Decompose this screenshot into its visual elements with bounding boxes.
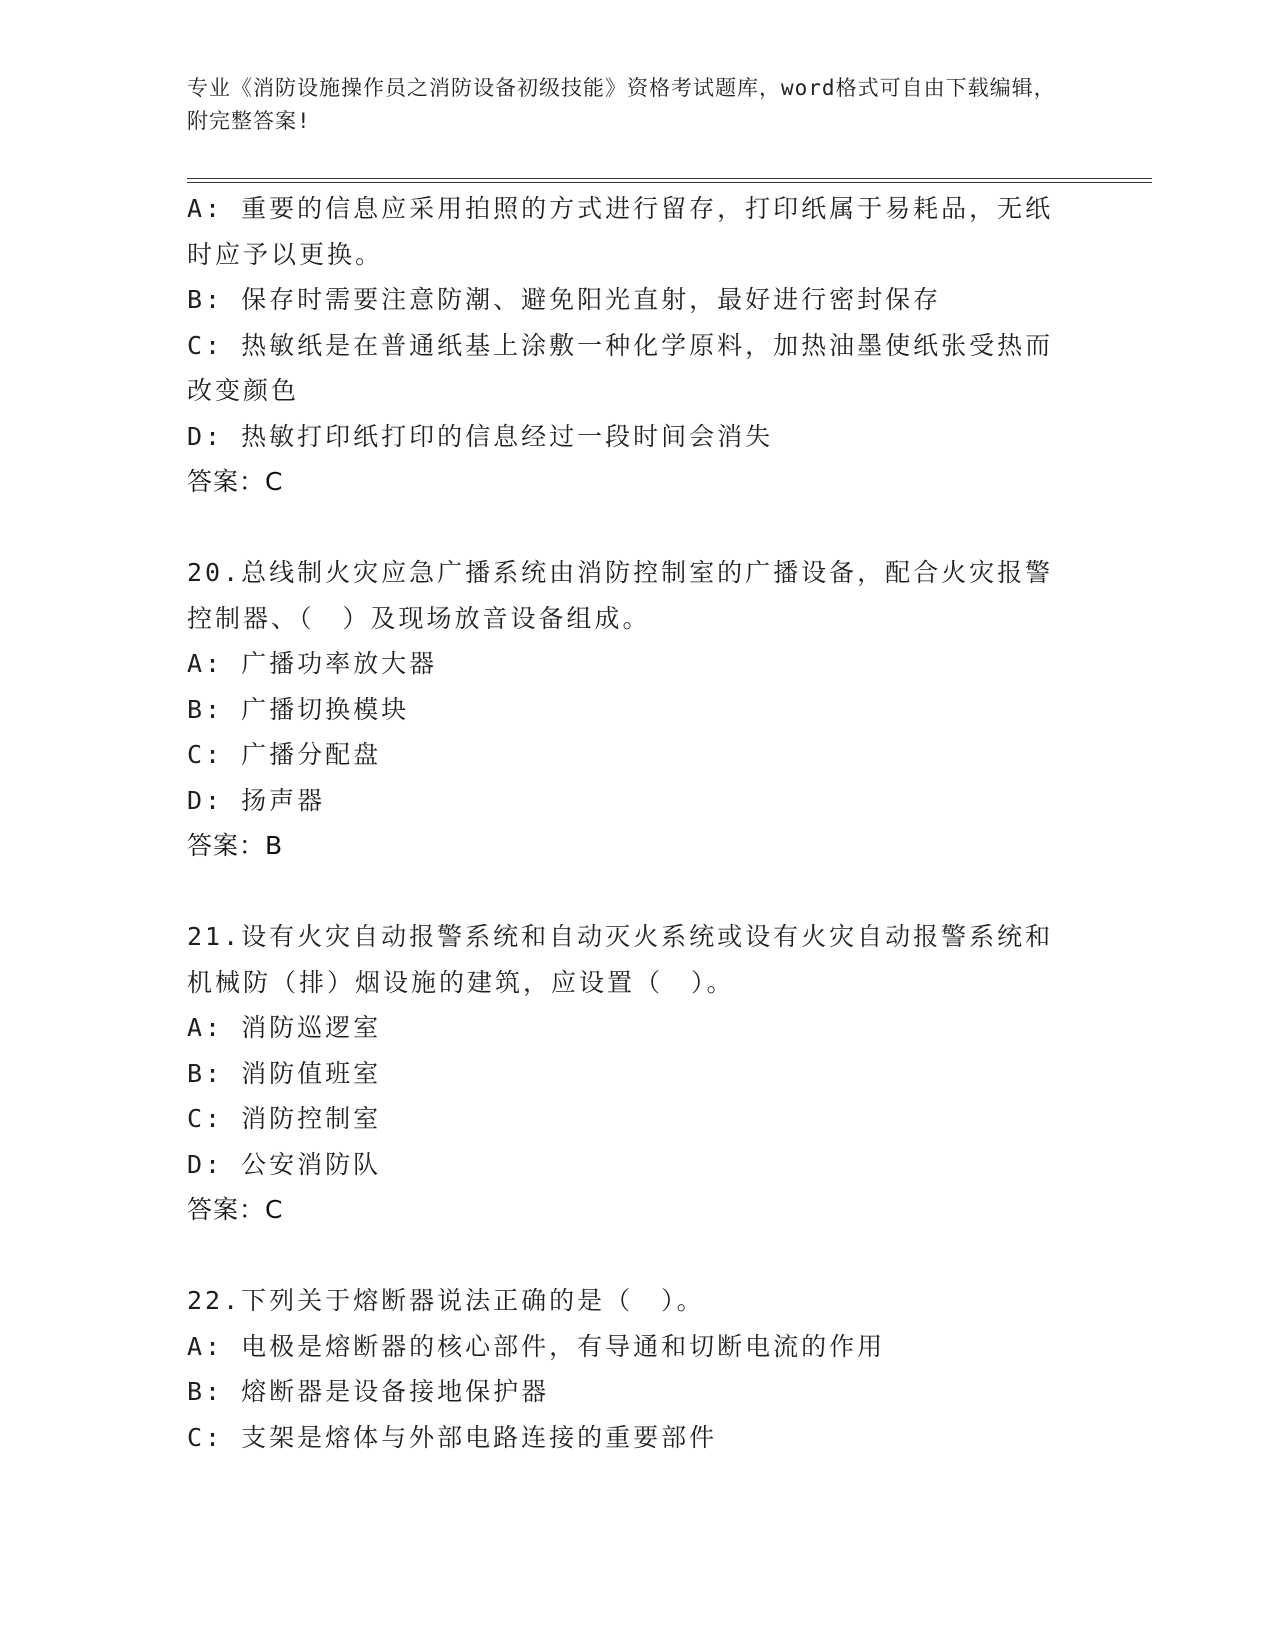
- question-block-22: [187, 1278, 1077, 1460]
- option-b: B: 熔断器是设备接地保护器: [187, 1377, 550, 1406]
- option-a: A: 广播功率放大器: [187, 649, 438, 678]
- spacer: [187, 505, 1077, 551]
- answer-line: 答案：C: [187, 467, 284, 496]
- question-block-20: [187, 550, 1077, 869]
- option-b: B: 保存时需要注意防潮、避免阳光直射，最好进行密封保存: [187, 285, 942, 314]
- question-text: 21.设有火灾自动报警系统和自动灭火系统或设有火灾自动报警系统和机械防（排）烟设施的建筑，应设置（ ）。: [187, 922, 1054, 997]
- question-content: [187, 186, 1077, 1460]
- option-c: C: 支架是熔体与外部电路连接的重要部件: [187, 1422, 718, 1452]
- option-c: C: 广播分配盘: [187, 740, 382, 769]
- spacer: [187, 869, 1077, 915]
- question-block-19: [187, 186, 1077, 505]
- option-a: A: 电极是熔断器的核心部件，有导通和切断电流的作用: [187, 1331, 886, 1361]
- header-rule-top: [187, 178, 1152, 179]
- option-c: C: 热敏纸是在普通纸基上涂敷一种化学原料，加热油墨使纸张受热而改变颜色: [187, 330, 1054, 405]
- spacer: [187, 1233, 1077, 1279]
- question-text: 20.总线制火灾应急广播系统由消防控制室的广播设备，配合火灾报警控制器、（ ）及现场放音设备组成。: [187, 558, 1054, 633]
- document-header: 专业《消防设施操作员之消防设备初级技能》资格考试题库，word格式可自由下载编辑，附完整答案!: [187, 76, 1056, 133]
- question-block-21: [187, 914, 1077, 1233]
- option-c: C: 消防控制室: [187, 1104, 382, 1133]
- option-d: D: 扬声器: [187, 785, 326, 815]
- header-rule-bottom: [187, 182, 1152, 183]
- option-d: D: 公安消防队: [187, 1149, 382, 1179]
- option-b: B: 消防值班室: [187, 1058, 382, 1088]
- answer-line: 答案：C: [187, 1195, 284, 1224]
- question-text: 22.下列关于熔断器说法正确的是（ ）。: [187, 1286, 705, 1315]
- option-b: B: 广播切换模块: [187, 694, 410, 724]
- answer-line: 答案：B: [187, 831, 284, 860]
- option-a: A: 消防巡逻室: [187, 1013, 382, 1042]
- option-d: D: 热敏打印纸打印的信息经过一段时间会消失: [187, 421, 774, 451]
- option-a: A: 重要的信息应采用拍照的方式进行留存，打印纸属于易耗品，无纸时应予以更换。: [187, 194, 1054, 269]
